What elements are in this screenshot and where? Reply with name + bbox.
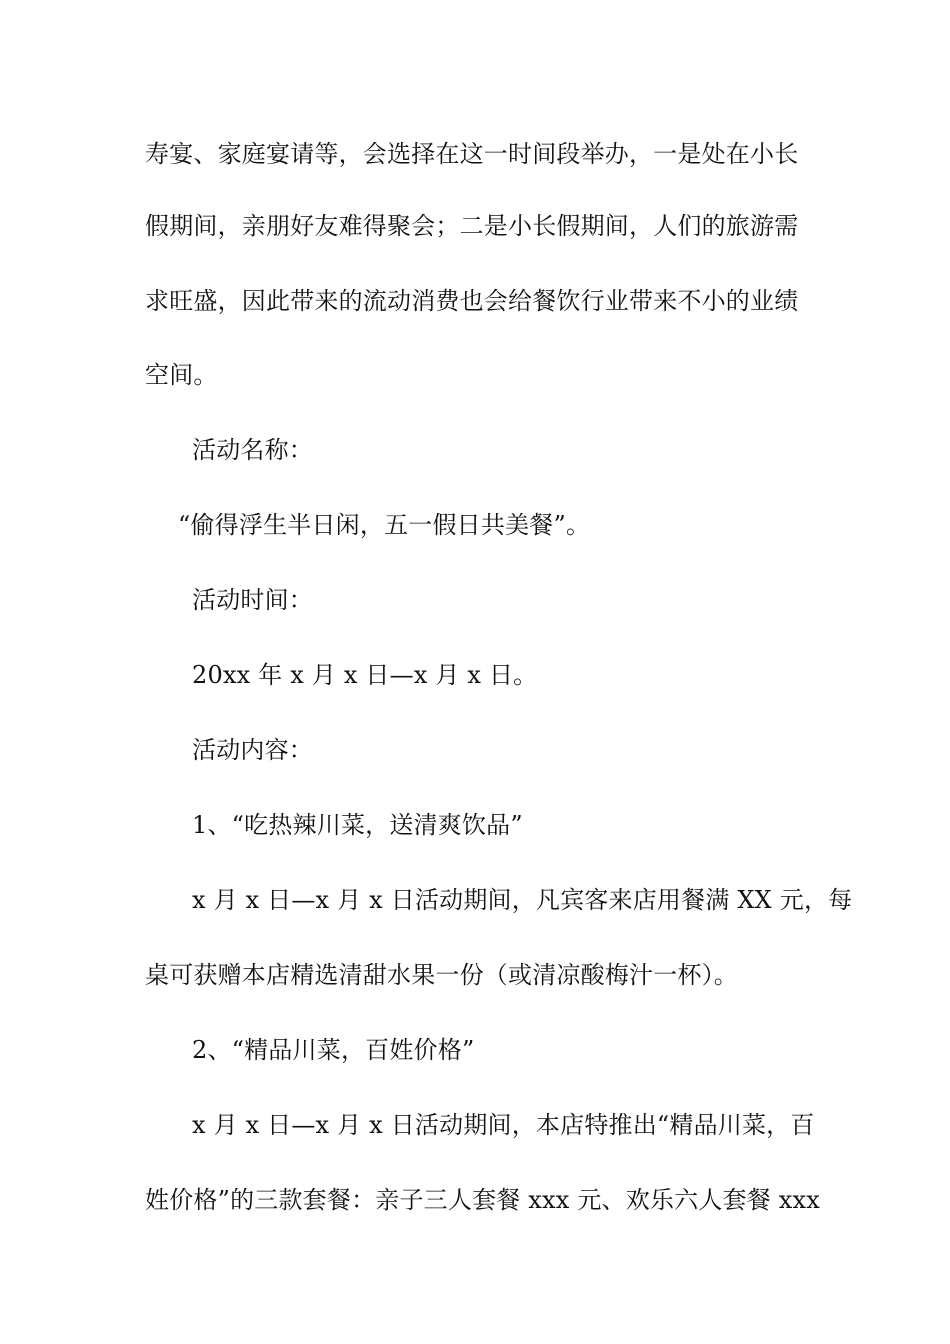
activity-time-value: 20xx 年 x 月 x 日—x 月 x 日。: [192, 661, 538, 689]
activity-item-1-title: 1、“吃热辣川菜，送清爽饮品”: [192, 811, 523, 839]
activity-item-2-title: 2、“精品川菜，百姓价格”: [192, 1036, 475, 1064]
paragraph-line: x 月 x 日—x 月 x 日活动期间，本店特推出“精品川菜，百: [192, 1111, 815, 1139]
paragraph-line: 姓价格”的三款套餐：亲子三人套餐 xxx 元、欢乐六人套餐 xxx: [145, 1186, 820, 1214]
paragraph-line: 桌可获赠本店精选清甜水果一份（或清凉酸梅汁一杯）。: [145, 961, 738, 989]
section-heading-activity-time: 活动时间：: [192, 586, 313, 614]
paragraph-line: 空间。: [145, 361, 218, 389]
paragraph-line: 寿宴、家庭宴请等，会选择在这一时间段举办，一是处在小长: [145, 140, 799, 168]
section-heading-activity-content: 活动内容：: [192, 736, 313, 764]
paragraph-line: 求旺盛，因此带来的流动消费也会给餐饮行业带来不小的业绩: [145, 287, 799, 315]
section-heading-activity-name: 活动名称：: [192, 436, 313, 464]
paragraph-line: x 月 x 日—x 月 x 日活动期间，凡宾客来店用餐满 XX 元，每: [192, 886, 853, 914]
paragraph-line: 假期间，亲朋好友难得聚会；二是小长假期间，人们的旅游需: [145, 212, 799, 240]
activity-name-value: “偷得浮生半日闲，五一假日共美餐”。: [178, 511, 591, 539]
